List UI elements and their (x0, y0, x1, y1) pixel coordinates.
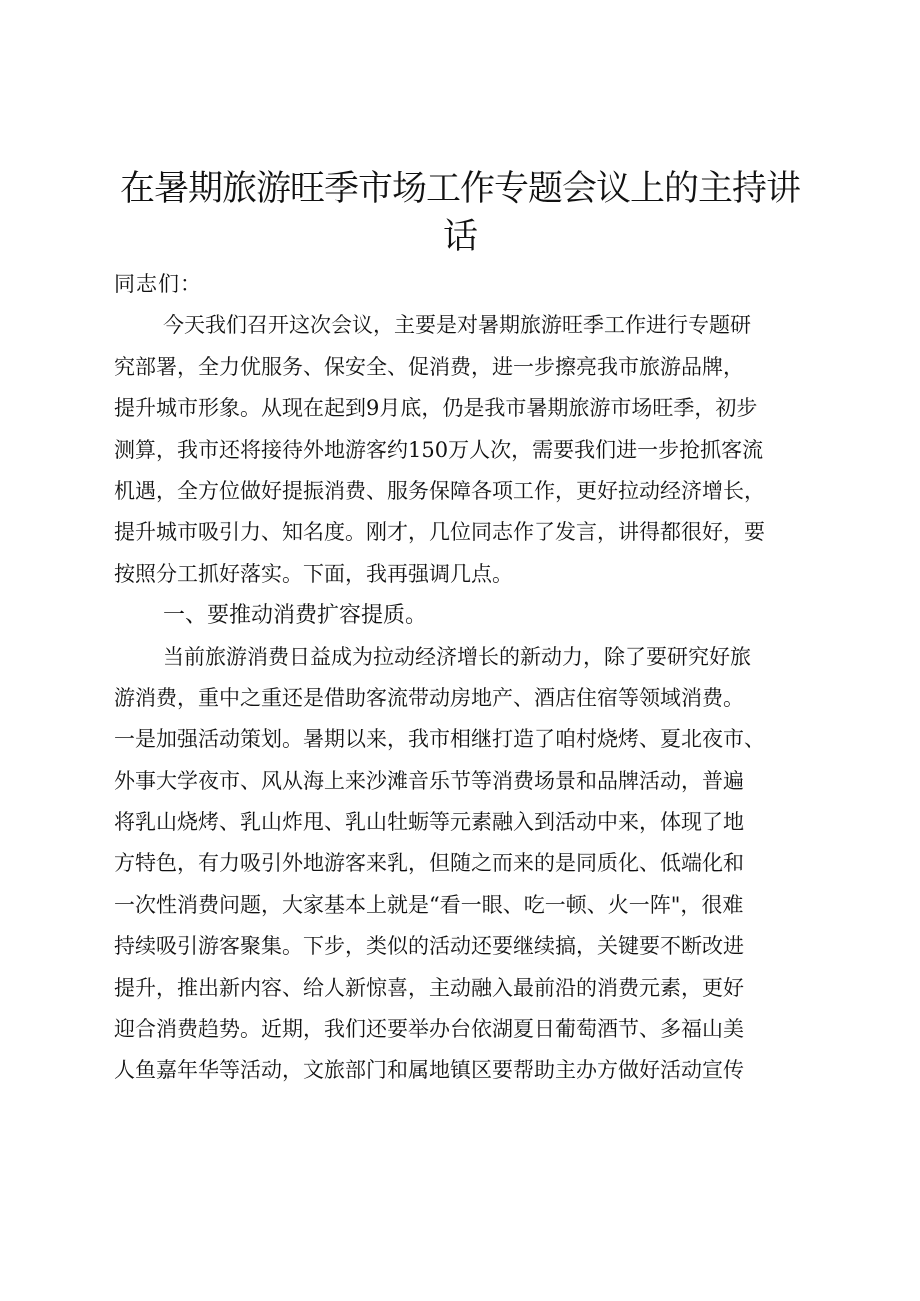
paragraph-line: 一是加强活动策划。暑期以来，我市相继打造了咱村烧烤、夏北夜市、 (114, 727, 765, 752)
paragraph-line: 今天我们召开这次会议，主要是对暑期旅游旺季工作进行专题研 (163, 313, 751, 338)
paragraph-line: 当前旅游消费日益成为拉动经济增长的新动力，除了要研究好旅 (163, 644, 751, 669)
paragraph-line: 游消费，重中之重还是借助客流带动房地产、酒店住宿等领域消费。 (114, 685, 744, 710)
document-body (114, 264, 824, 1092)
paragraph-line: 方特色，有力吸引外地游客来乳，但随之而来的是同质化、低端化和 (114, 851, 744, 876)
section-heading: 一、要推动消费扩容提质。 (163, 603, 428, 629)
paragraph-line: 提升城市形象。从现在起到9月底，仍是我市暑期旅游市场旺季，初步 (114, 396, 758, 421)
paragraph-intro (114, 305, 824, 595)
paragraph-line: 将乳山烧烤、乳山炸甩、乳山牡蛎等元素融入到活动中来，体现了地 (114, 810, 744, 835)
paragraph-line: 究部署，全力优服务、保安全、促消费，进一步擦亮我市旅游品牌， (114, 354, 744, 379)
paragraph-line: 提升城市吸引力、知名度。刚才，几位同志作了发言，讲得都很好，要 (114, 520, 765, 545)
paragraph-line: 提升，推出新内容、给人新惊喜，主动融入最前沿的消费元素，更好 (114, 975, 744, 1000)
salutation: 同志们： (114, 272, 202, 296)
paragraph-line: 机遇，全方位做好提振消费、服务保障各项工作，更好拉动经济增长， (114, 478, 765, 503)
paragraph-line: 按照分工抓好落实。下面，我再强调几点。 (114, 561, 513, 586)
paragraph-line: 人鱼嘉年华等活动，文旅部门和属地镇区要帮助主办方做好活动宣传 (114, 1058, 744, 1083)
document-title (110, 165, 810, 261)
paragraph-consumption (114, 637, 824, 1092)
paragraph-line: 持续吸引游客聚集。下步，类似的活动还要继续搞，关键要不断改进 (114, 934, 744, 959)
title-line: 在暑期旅游旺季市场工作专题会议上的主持讲 (119, 169, 800, 209)
paragraph-line: 一次性消费问题，大家基本上就是“看一眼、吃一顿、火一阵"，很难 (114, 892, 744, 917)
title-line: 话 (442, 217, 477, 257)
paragraph-line: 测算，我市还将接待外地游客约150万人次，需要我们进一步抢抓客流 (114, 437, 764, 462)
paragraph-line: 外事大学夜市、风从海上来沙滩音乐节等消费场景和品牌活动，普遍 (114, 768, 744, 793)
paragraph-line: 迎合消费趋势。近期，我们还要举办台依湖夏日葡萄酒节、多福山美 (114, 1017, 744, 1042)
